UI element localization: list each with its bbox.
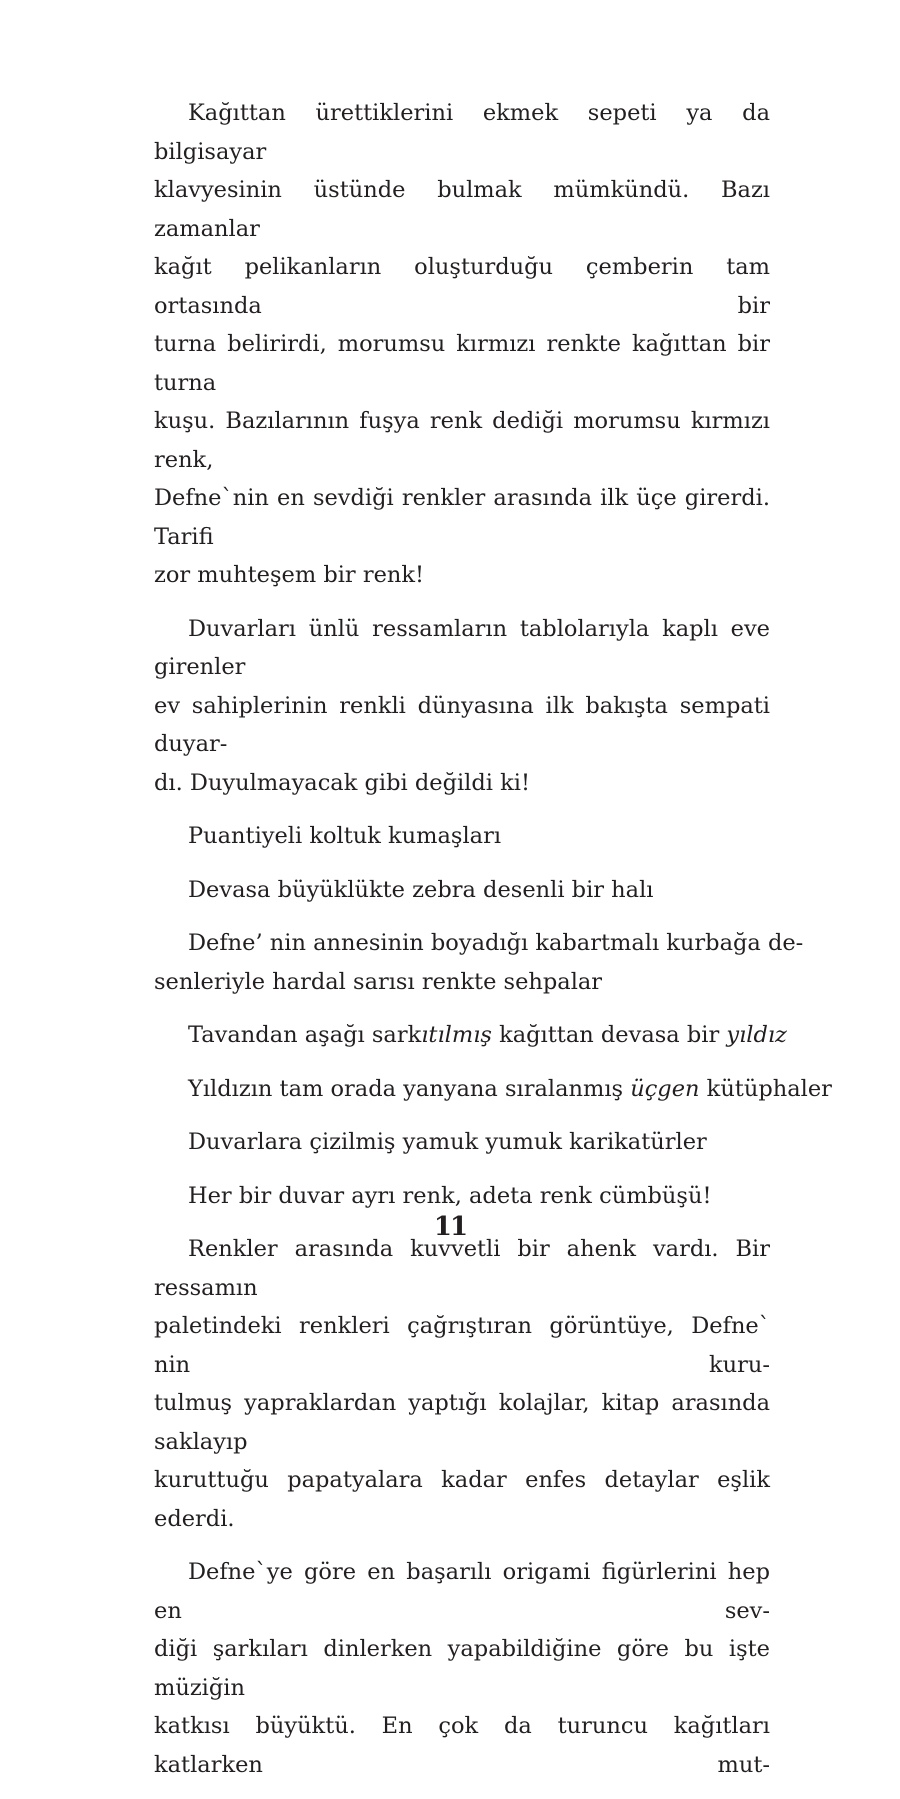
text-line: ev sahiplerinin renkli dünyasına ilk bakışta sempati duyar- bbox=[154, 692, 770, 757]
list-item bbox=[154, 924, 804, 1001]
text-line: paletindeki renkleri çağrıştıran görüntüye, Defne` nin kuru- bbox=[154, 1313, 770, 1378]
paragraph-3 bbox=[154, 1230, 770, 1538]
text-line: Duvarları ünlü ressamların tablolarıyla kaplı eve girenler bbox=[154, 615, 770, 680]
text-line: klavyesinin üstünde bulmak mümkündü. Bazı zamanlar bbox=[154, 177, 770, 242]
text-line: kağıt pelikanların oluşturduğu çemberin tam ortasında bir bbox=[154, 254, 770, 319]
list-item bbox=[154, 1070, 832, 1109]
paragraph-1 bbox=[154, 94, 770, 595]
text-line: Devasa büyüklükte zebra desenli bir halı bbox=[188, 876, 654, 903]
italic-fragment: ıtılmış bbox=[421, 1022, 492, 1048]
text-line bbox=[188, 1070, 832, 1109]
text-line: Her bir duvar ayrı renk, adeta renk cümbüşü! bbox=[188, 1182, 712, 1209]
italic-fragment: yıldız bbox=[726, 1022, 787, 1048]
text-line: kuruttuğu papatyalara kadar enfes detaylar eşlik ederdi. bbox=[154, 1467, 770, 1532]
text-line bbox=[188, 1016, 787, 1055]
text-line: dı. Duyulmayacak gibi değildi ki! bbox=[154, 769, 530, 796]
text-line: Puantiyeli koltuk kumaşları bbox=[188, 823, 502, 849]
list-item bbox=[154, 1123, 770, 1162]
body-text bbox=[154, 94, 832, 1799]
list-item bbox=[154, 871, 770, 910]
text-fragment: kağıttan devasa bir bbox=[491, 1022, 727, 1048]
text-fragment: Tavandan aşağı sark bbox=[188, 1022, 422, 1048]
page-number: 11 bbox=[433, 1212, 467, 1242]
text-fragment: Yıldızın tam orada yanyana sıralanmış bbox=[188, 1075, 631, 1102]
text-fragment: kütüphaler bbox=[699, 1075, 832, 1102]
list-item bbox=[154, 817, 770, 856]
list-item bbox=[154, 1177, 770, 1216]
text-line: Defne`nin en sevdiği renkler arasında ilk üçe girerdi. Tarifi bbox=[154, 485, 770, 550]
italic-fragment: üçgen bbox=[630, 1075, 700, 1102]
text-line: senleriyle hardal sarısı renkte sehpalar bbox=[154, 968, 603, 995]
text-line: kuşu. Bazılarının fuşya renk dediği morumsu kırmızı renk, bbox=[154, 408, 770, 473]
text-line: Defne’ nin annesinin boyadığı kabartmalı kurbağa de- bbox=[188, 930, 804, 956]
text-line: diği şarkıları dinlerken yapabildiğine göre bu işte müziğin bbox=[154, 1636, 770, 1701]
text-line: Defne`ye göre en başarılı origami figürlerini hep en sev- bbox=[154, 1559, 770, 1624]
text-line: Renkler arasında kuvvetli bir ahenk vardı. Bir ressamın bbox=[154, 1236, 770, 1301]
paragraph-4 bbox=[154, 1553, 770, 1784]
list-item bbox=[154, 1016, 787, 1055]
text-line: turna belirirdi, morumsu kırmızı renkte kağıttan bir turna bbox=[154, 331, 770, 396]
text-line: Kağıttan ürettiklerini ekmek sepeti ya da bilgisayar bbox=[154, 100, 770, 165]
text-line: zor muhteşem bir renk! bbox=[154, 562, 425, 588]
text-line: katkısı büyüktü. En çok da turuncu kağıtları katlarken mut- bbox=[154, 1713, 770, 1778]
paragraph-2 bbox=[154, 610, 770, 803]
text-line: tulmuş yapraklardan yaptığı kolajlar, kitap arasında saklayıp bbox=[154, 1390, 770, 1455]
text-line: Duvarlara çizilmiş yamuk yumuk karikatürler bbox=[188, 1129, 707, 1155]
